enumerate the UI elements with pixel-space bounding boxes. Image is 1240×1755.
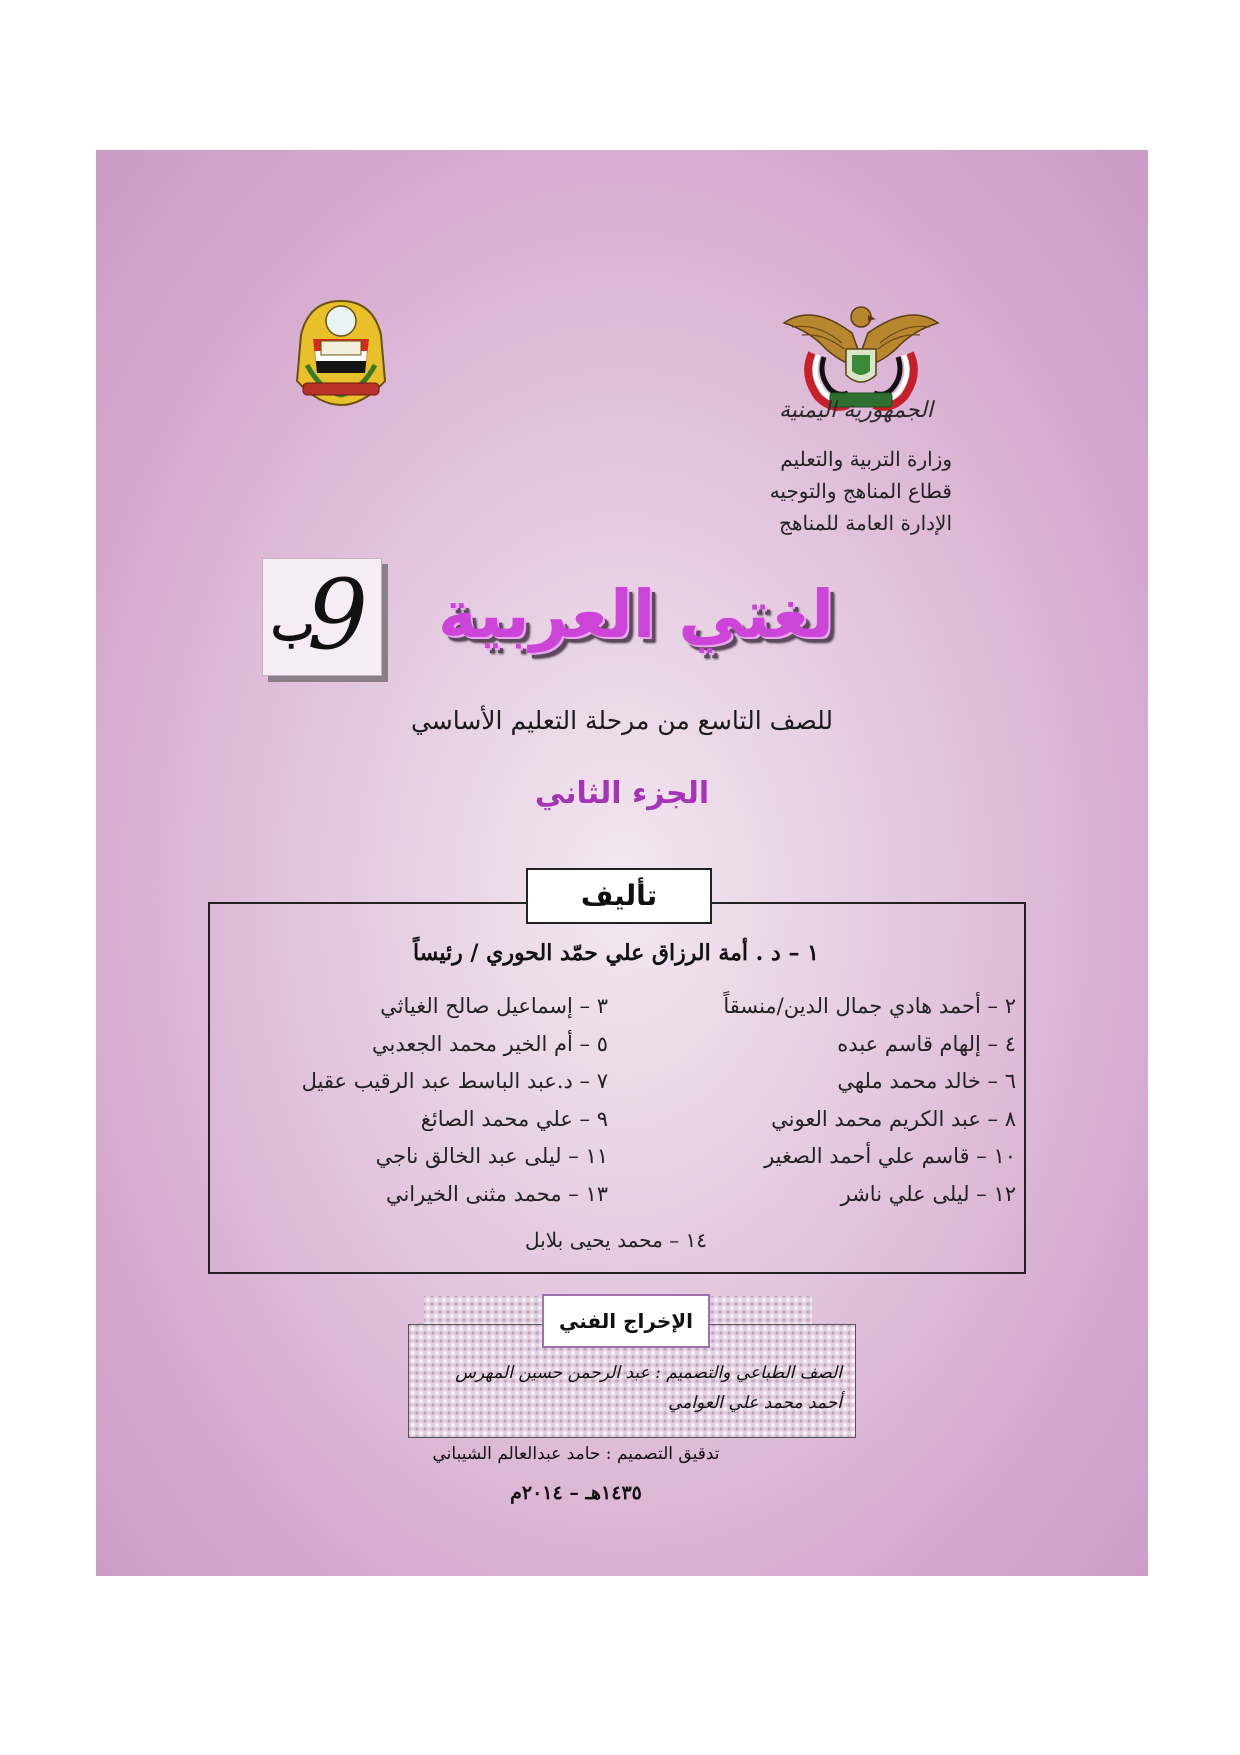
book-subtitle: للصف التاسع من مرحلة التعليم الأساسي (410, 706, 834, 735)
publication-year: ١٤٣٥هـ – ٢٠١٤م (510, 1482, 642, 1504)
republic-name: الجمهورية اليمنية (778, 398, 934, 423)
author-item: ٢ – أحمد هادي جمال الدين/منسقاً (723, 994, 1016, 1018)
author-item: ٦ – خالد محمد ملهي (837, 1069, 1016, 1093)
book-cover (96, 150, 1148, 1576)
grade-letter: ب (271, 597, 315, 651)
author-item: ٩ – علي محمد الصائغ (420, 1106, 608, 1131)
grade-number: 9 (307, 559, 369, 671)
book-title: لغتي العربية (437, 576, 835, 653)
authors-right-column (616, 988, 1016, 1213)
ministry-lines (652, 443, 952, 539)
last-author: ١٤ – محمد يحيى بلابل (525, 1228, 707, 1252)
author-item: ٣ – إسماعيل صالح الغياثي (380, 994, 608, 1018)
authors-heading: تأليف (526, 868, 712, 924)
author-item: ٥ – أم الخير محمد الجعدبي (372, 1031, 608, 1056)
author-item: ١٣ – محمد مثنى الخيراني (385, 1181, 608, 1206)
art-direction-heading: الإخراج الفني (542, 1294, 710, 1348)
ministry-line: وزارة التربية والتعليم (780, 447, 952, 471)
art-direction-line: الصف الطباعي والتصميم : عبد الرحمن حسين المهرس (455, 1363, 842, 1383)
author-item: ١١ – ليلى عبد الخالق ناجي (375, 1144, 608, 1168)
ministry-line: الإدارة العامة للمناهج (779, 511, 952, 535)
authors-left-column (218, 988, 608, 1213)
grade-badge (262, 558, 382, 676)
design-review: تدقيق التصميم : حامد عبدالعالم الشيباني (432, 1444, 720, 1464)
author-item: ٤ – إلهام قاسم عبده (837, 1031, 1016, 1056)
author-item: ٨ – عبد الكريم محمد العوني (771, 1106, 1016, 1131)
head-author: ١ – د . أمة الرزاق علي حمّد الحوري / رئيساً (413, 940, 819, 966)
author-item: ١٢ – ليلى علي ناشر (840, 1181, 1016, 1206)
part-label: الجزء الثاني (534, 776, 710, 811)
art-direction-lines (422, 1358, 842, 1418)
ministry-line: قطاع المناهج والتوجيه (769, 479, 952, 503)
art-direction-line: أحمد محمد علي العوامي (668, 1393, 842, 1413)
author-item: ٧ – د.عبد الباسط عبد الرقيب عقيل (301, 1069, 608, 1093)
ministry-logo-icon (291, 295, 391, 409)
author-item: ١٠ – قاسم علي أحمد الصغير (764, 1144, 1016, 1168)
